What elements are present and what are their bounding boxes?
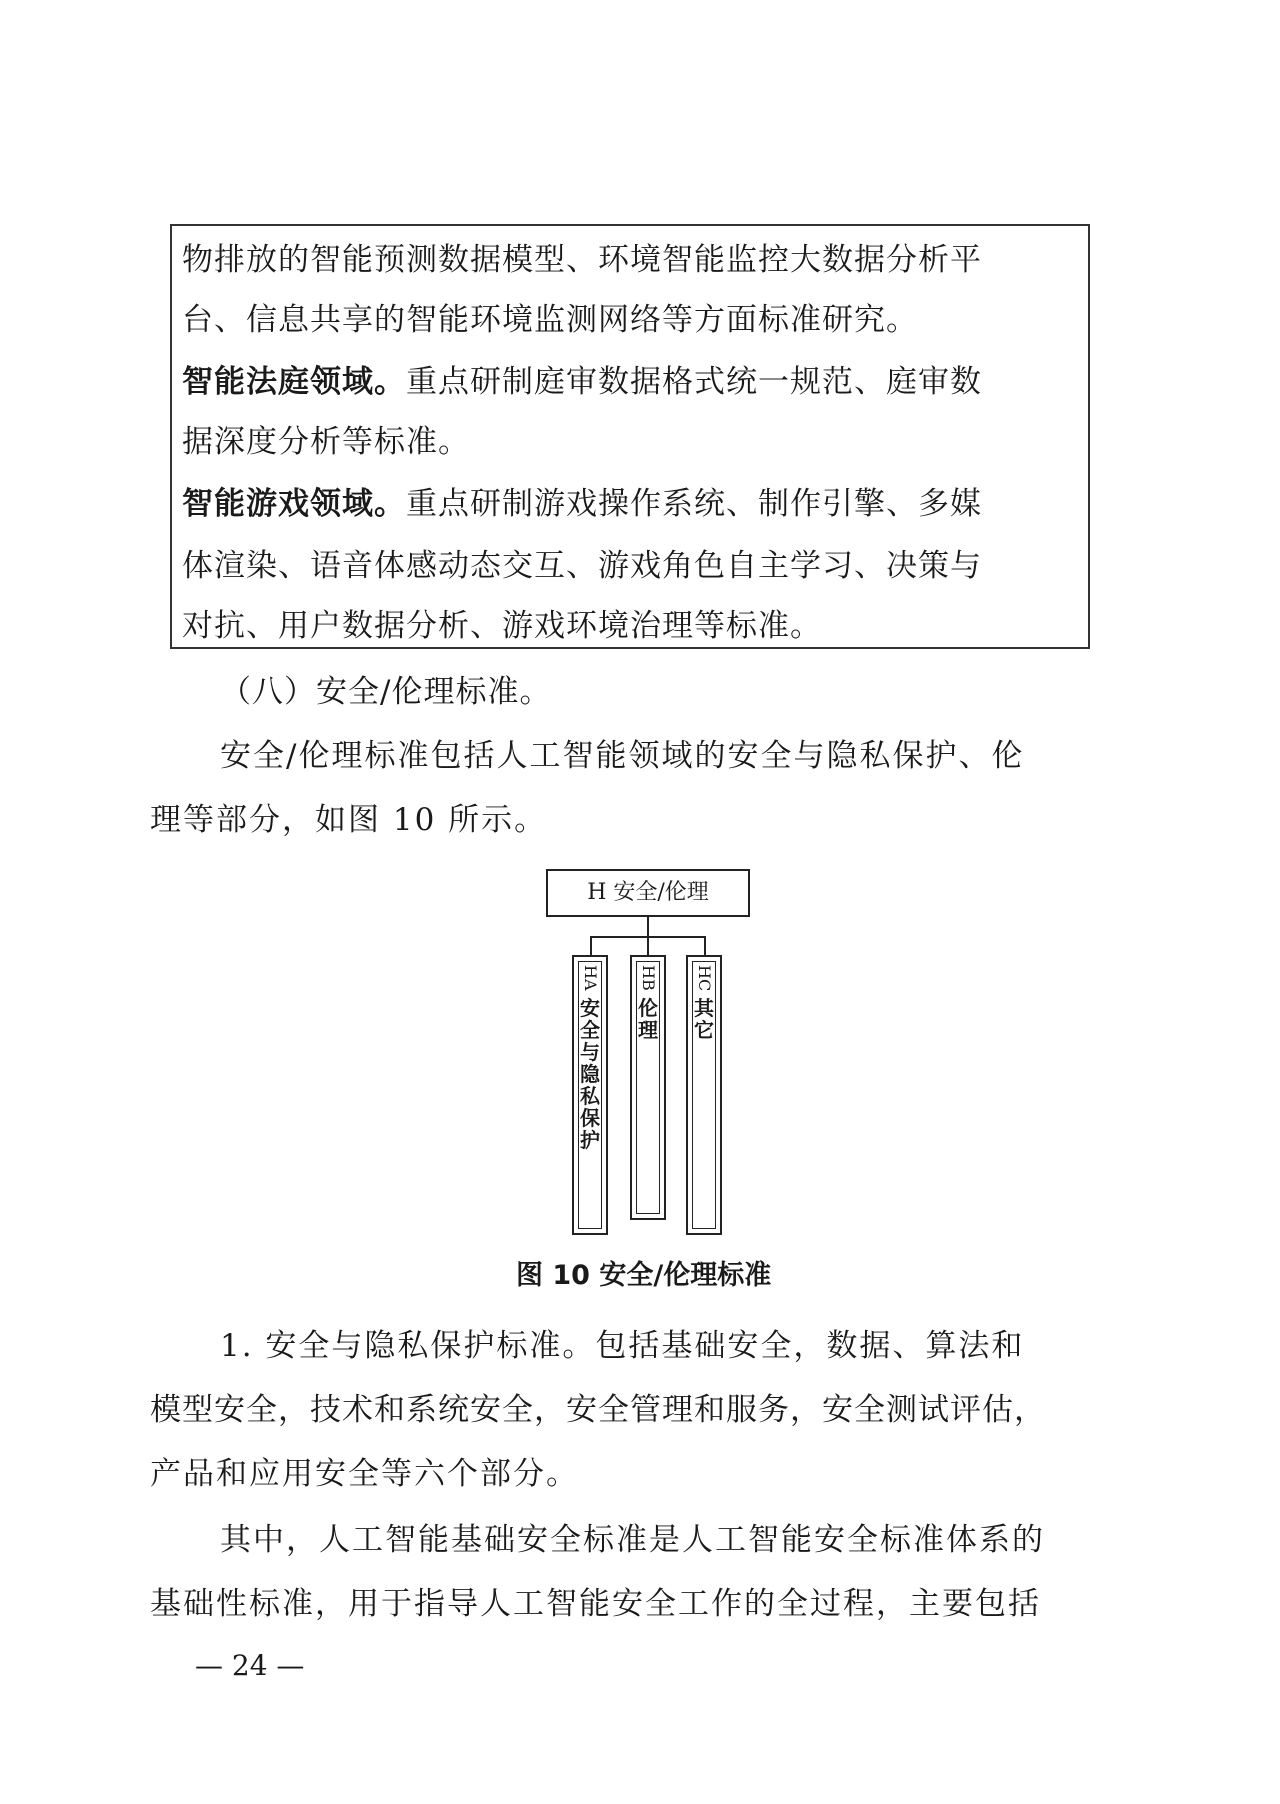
court-text: 重点研制庭审数据格式统一规范、庭审数: [406, 364, 982, 400]
game-heading: 智能游戏领域。: [182, 486, 406, 522]
diagram-connector-middle: [647, 936, 649, 956]
branch-code-hc: HC: [695, 965, 714, 992]
game-text: 重点研制游戏操作系统、制作引擎、多媒: [406, 486, 982, 522]
diagram-root-node: H 安全/伦理: [546, 869, 750, 917]
body-p1-line-3: 产品和应用安全等六个部分。: [150, 1456, 579, 1492]
intro-line-1: 安全/伦理标准包括人工智能领域的安全与隐私保护、伦: [220, 738, 1025, 774]
body-p2-line-2: 基础性标准，用于指导人工智能安全工作的全过程，主要包括: [150, 1586, 1041, 1622]
diagram-connector-left: [590, 936, 592, 956]
diagram-branch-ha: [572, 955, 608, 1235]
court-paragraph-line-2: 据深度分析等标准。: [182, 424, 470, 460]
page-number: — 24 —: [195, 1649, 305, 1682]
branch-code-hb: HB: [639, 965, 658, 991]
figure-caption: 图 10 安全/伦理标准: [516, 1260, 772, 1291]
branch-code-ha: HA: [581, 965, 600, 991]
diagram-connector-vertical: [647, 917, 649, 937]
court-heading: 智能法庭领域。: [182, 364, 406, 400]
game-paragraph-line-1: [182, 484, 982, 524]
diagram-connector-right: [704, 936, 706, 956]
section-heading: （八）安全/伦理标准。: [220, 674, 552, 710]
body-p1-line-2: 模型安全，技术和系统安全，安全管理和服务，安全测试评估，: [150, 1392, 1046, 1428]
body-p2-line-1: 其中，人工智能基础安全标准是人工智能安全标准体系的: [220, 1522, 1045, 1558]
body-p1-line-1: 1. 安全与隐私保护标准。包括基础安全，数据、算法和: [220, 1328, 1025, 1364]
diagram-branch-hc: [686, 955, 722, 1235]
branch-label-hc: 其它: [694, 996, 714, 1043]
game-paragraph-line-3: 对抗、用户数据分析、游戏环境治理等标准。: [182, 608, 822, 644]
game-paragraph-line-2: 体渲染、语音体感动态交互、游戏角色自主学习、决策与: [182, 548, 982, 584]
diagram-branch-hb: [630, 955, 666, 1220]
intro-line-2: 理等部分，如图 10 所示。: [150, 802, 548, 838]
boxed-line-2: 台、信息共享的智能环境监测网络等方面标准研究。: [182, 302, 918, 338]
branch-label-hb: 伦理: [638, 995, 658, 1042]
boxed-line-1: 物排放的智能预测数据模型、环境智能监控大数据分析平: [182, 242, 982, 278]
court-paragraph-line-1: [182, 362, 982, 402]
branch-label-ha: 安全与隐私保护: [580, 995, 600, 1152]
